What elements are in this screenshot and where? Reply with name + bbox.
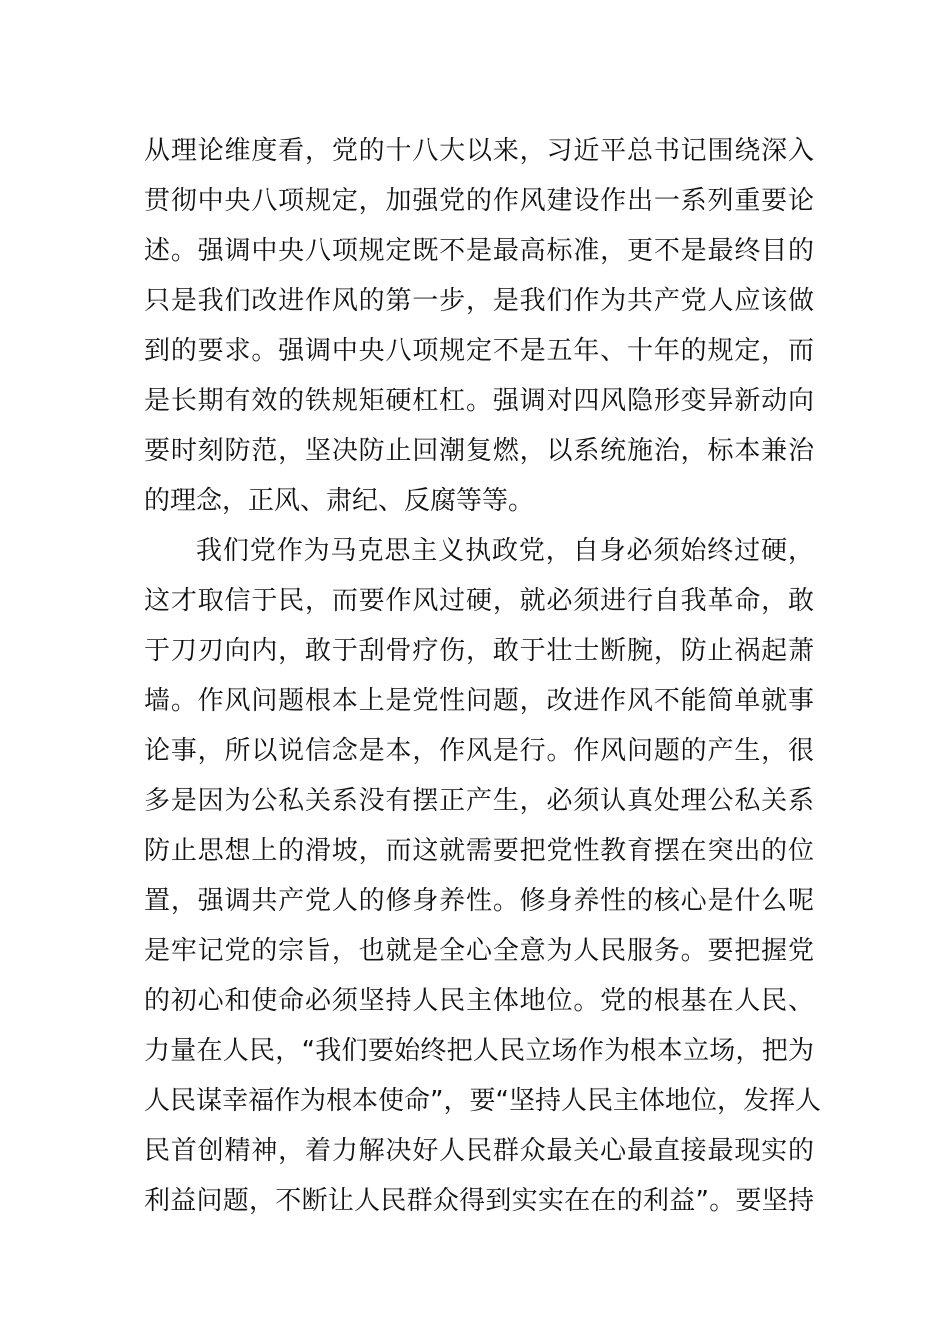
document-body <box>144 126 821 1226</box>
text-line: 到的要求。强调中央八项规定不是五年、十年的规定，而 <box>144 336 814 366</box>
text-line: 是长期有效的铁规矩硬杠杠。强调对四风隐形变异新动向 <box>144 386 814 416</box>
text-line: 的理念，正风、肃纪、反腐等等。 <box>144 486 535 516</box>
text-line: 是牢记党的宗旨，也就是全心全意为人民服务。要把握党 <box>144 936 814 966</box>
text-line: 防止思想上的滑坡，而这就需要把党性教育摆在突出的位 <box>144 836 814 866</box>
text-line: 利益问题，不断让人民群众得到实实在在的利益”。要坚持 <box>144 1186 814 1216</box>
text-line: 从理论维度看，党的十八大以来，习近平总书记围绕深入 <box>144 136 814 166</box>
text-line: 人民谋幸福作为根本使命”，要“坚持人民主体地位，发挥人 <box>144 1086 821 1116</box>
text-line: 墙。作风问题根本上是党性问题，改进作风不能简单就事 <box>144 686 814 716</box>
text-line: 要时刻防范，坚决防止回潮复燃，以系统施治，标本兼治 <box>144 436 814 466</box>
text-line: 的初心和使命必须坚持人民主体地位。党的根基在人民、 <box>144 986 814 1016</box>
text-line: 述。强调中央八项规定既不是最高标准，更不是最终目的 <box>144 236 814 266</box>
text-line: 力量在人民，“我们要始终把人民立场作为根本立场，把为 <box>144 1036 814 1066</box>
text-line: 只是我们改进作风的第一步，是我们作为共产党人应该做 <box>144 286 814 316</box>
text-line: 置，强调共产党人的修身养性。修身养性的核心是什么呢 <box>144 886 814 916</box>
text-line: 民首创精神，着力解决好人民群众最关心最直接最现实的 <box>144 1136 814 1166</box>
paragraph-first-line: 我们党作为马克思主义执政党，自身必须始终过硬， <box>196 536 814 566</box>
text-line: 论事，所以说信念是本，作风是行。作风问题的产生，很 <box>144 736 814 766</box>
text-line: 多是因为公私关系没有摆正产生，必须认真处理公私关系 <box>144 786 814 816</box>
text-line: 贯彻中央八项规定，加强党的作风建设作出一系列重要论 <box>144 186 814 216</box>
text-line: 于刀刃向内，敢于刮骨疗伤，敢于壮士断腕，防止祸起萧 <box>144 636 814 666</box>
text-line: 这才取信于民，而要作风过硬，就必须进行自我革命，敢 <box>144 586 814 616</box>
